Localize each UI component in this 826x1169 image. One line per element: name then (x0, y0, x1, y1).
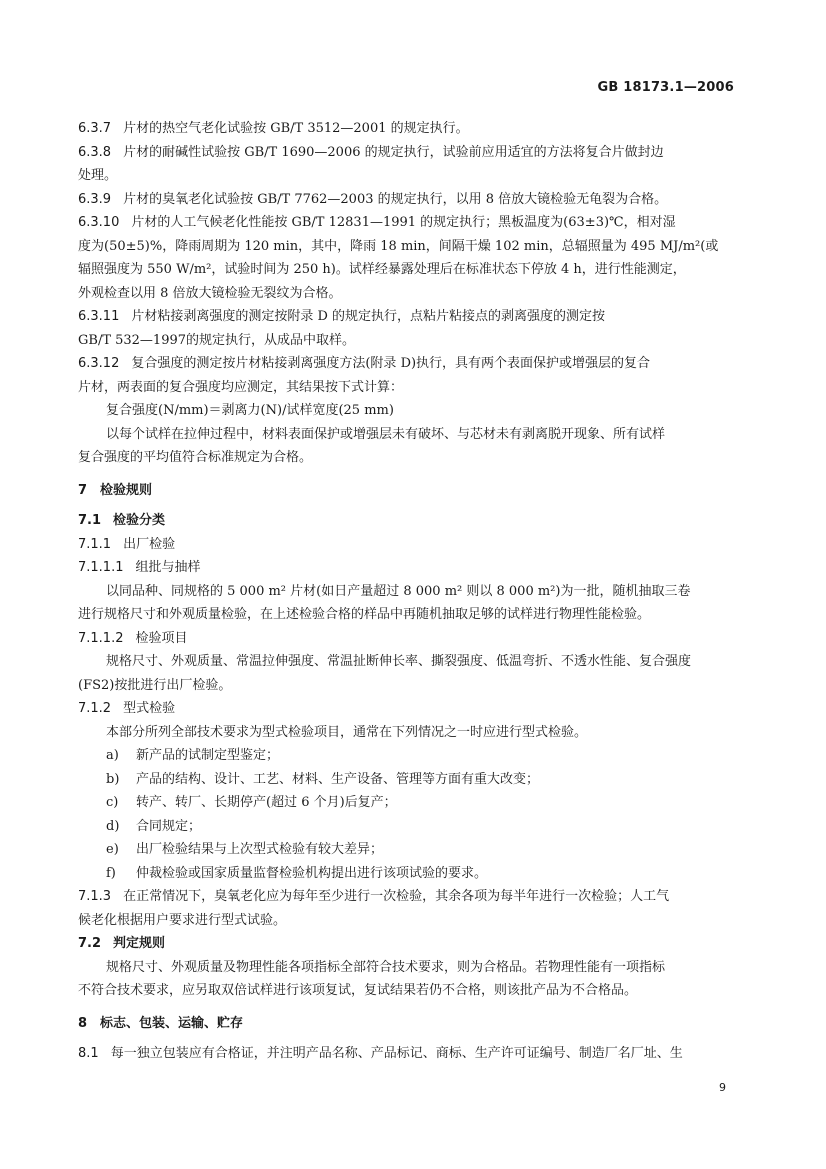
clause-number: 7.1.3 (78, 889, 112, 904)
clause-title: 检验项目 (135, 630, 188, 646)
clause-6-3-7 (78, 117, 734, 141)
subclause-7-1-1-1 (78, 556, 734, 580)
clause-title: 组批与抽样 (135, 560, 201, 575)
clause-title: 型式检验 (123, 701, 176, 716)
subclause-7-1-1 (78, 533, 734, 557)
subclause-7-1-1-2 (78, 627, 734, 651)
clause-text-line: 外观检查以用 8 倍放大镜检验无裂纹为合格。 (78, 285, 342, 301)
clause-number: 6.3.7 (78, 121, 112, 136)
clause-number: 6.3.12 (78, 356, 120, 371)
list-item (78, 768, 734, 792)
clause-text: 每一独立包装应有合格证，并注明产品名称、产品标记、商标、生产许可证编号、制造厂名厂址、生 (110, 1046, 683, 1061)
clause-number: 7.1.2 (78, 701, 112, 716)
document-body (78, 117, 734, 1066)
clause-text-line: 片材粘接剥离强度的测定按附录 D 的规定执行，点粘片粘接点的剥离强度的测定按 (131, 309, 606, 324)
subclause-7-1-2 (78, 697, 734, 721)
paragraph-line: 进行规格尺寸和外观质量检验，在上述检验合格的样品中再随机抽取足够的试样进行物理性能检验。 (78, 607, 651, 622)
list-marker: d) (106, 818, 120, 834)
clause-text-line: 片材，两表面的复合强度均应测定，其结果按下式计算： (78, 379, 404, 395)
standard-number: GB 18173.1—2006 (597, 80, 734, 95)
list-item-text: 仲裁检验或国家质量监督检验机构提出进行该项试验的要求。 (136, 865, 488, 881)
clause-text-line: 在正常情况下，臭氧老化应为每年至少进行一次检验，其余各项为每半年进行一次检验；人工气 (123, 889, 670, 904)
section-heading-8: 8 标志、包装、运输、贮存 (78, 1015, 244, 1031)
clause-text-line: 片材的人工气候老化性能按 GB/T 12831—1991 的规定执行；黑板温度为(63±3)℃，相对湿 (131, 215, 676, 230)
clause-text-line: 候老化根据用户要求进行型式试验。 (78, 912, 287, 928)
clause-title: 出厂检验 (123, 536, 176, 552)
clause-text-line: 片材的耐碱性试验按 GB/T 1690—2006 的规定执行，试验前应用适宜的方法将复合片做封边 (123, 144, 664, 160)
clause-number: 8.1 (78, 1046, 99, 1061)
formula: 复合强度(N/mm)＝剥离力(N)/试样宽度(25 mm) (106, 403, 394, 418)
clause-number: 6.3.10 (78, 215, 120, 230)
list-item-text: 出厂检验结果与上次型式检验有较大差异； (136, 842, 384, 857)
paragraph-line: 以同品种、同规格的 5 000 m² 片材(如日产量超过 8 000 m² 则以 8 000 m²)为一批，随机抽取三卷 (106, 583, 691, 599)
clause-title: 判定规则 (113, 936, 166, 951)
list-marker: e) (106, 842, 119, 857)
list-marker: b) (106, 771, 120, 787)
clause-6-3-9 (78, 188, 734, 212)
subclause-8-1 (78, 1042, 734, 1066)
condition-list (78, 744, 734, 885)
list-item-text: 合同规定； (136, 818, 202, 834)
list-item (78, 862, 734, 886)
clause-number: 7.1.1.2 (78, 630, 124, 646)
clause-text: 片材的臭氧老化试验按 GB/T 7762—2003 的规定执行，以用 8 倍放大镜检验无龟裂为合格。 (123, 191, 668, 207)
page-number: 9 (719, 1081, 726, 1094)
paragraph-line: 规格尺寸、外观质量、常温拉伸强度、常温扯断伸长率、撕裂强度、低温弯折、不透水性能、复合强度 (106, 654, 692, 669)
paragraph-line: 不符合技术要求，应另取双倍试样进行该项复试，复试结果若仍不合格，则该批产品为不合格品。 (78, 983, 638, 998)
section-heading-7: 7 检验规则 (78, 482, 153, 498)
clause-number: 7.2 (78, 936, 102, 951)
list-item (78, 815, 734, 839)
paragraph-line: 规格尺寸、外观质量及物理性能各项指标全部符合技术要求，则为合格品。若物理性能有一项指标 (106, 959, 666, 975)
list-item (78, 791, 734, 815)
clause-text-line: 度为(50±5)%，降雨周期为 120 min，其中，降雨 18 min，间隔干燥 102 min，总辐照量为 495 MJ/m²(或 (78, 238, 719, 254)
clause-number: 6.3.9 (78, 191, 112, 207)
clause-6-3-10 (78, 211, 734, 305)
clause-note-line: 复合强度的平均值符合标准规定为合格。 (78, 450, 313, 465)
subclause-7-1 (78, 509, 734, 533)
subclause-7-1-3 (78, 885, 734, 932)
list-marker: f) (106, 865, 116, 881)
paragraph-line: 本部分所列全部技术要求为型式检验项目，通常在下列情况之一时应进行型式检验。 (106, 724, 588, 740)
clause-text-line: 复合强度的测定按片材粘接剥离强度方法(附录 D)执行，具有两个表面保护或增强层的复合 (131, 356, 651, 371)
list-item (78, 744, 734, 768)
clause-6-3-11 (78, 305, 734, 352)
clause-number: 6.3.11 (78, 309, 120, 324)
list-item-text: 转产、转厂、长期停产(超过 6 个月)后复产； (136, 795, 397, 810)
clause-number: 7.1 (78, 513, 102, 528)
list-item-text: 产品的结构、设计、工艺、材料、生产设备、管理等方面有重大改变； (136, 771, 540, 787)
clause-number: 7.1.1 (78, 536, 112, 552)
clause-text: 片材的热空气老化试验按 GB/T 3512—2001 的规定执行。 (123, 121, 469, 136)
clause-title: 检验分类 (113, 513, 166, 528)
clause-text-line: 处理。 (78, 168, 118, 183)
clause-6-3-12 (78, 352, 734, 470)
clause-text-line: GB/T 532—1997的规定执行，从成品中取样。 (78, 332, 356, 348)
subclause-7-2 (78, 932, 734, 956)
list-item (78, 838, 734, 862)
list-marker: a) (106, 748, 119, 763)
clause-number: 6.3.8 (78, 144, 112, 160)
clause-text-line: 辐照强度为 550 W/m²，试验时间为 250 h)。试样经暴露处理后在标准状态下停放 4 h，进行性能测定， (78, 262, 686, 277)
list-marker: c) (106, 795, 119, 810)
list-item-text: 新产品的试制定型鉴定； (136, 748, 280, 763)
clause-note-line: 以每个试样在拉伸过程中，材料表面保护或增强层未有破坏、与芯材未有剥离脱开现象、所有试样 (106, 426, 666, 442)
clause-number: 7.1.1.1 (78, 560, 124, 575)
clause-6-3-8 (78, 141, 734, 188)
paragraph-line: (FS2)按批进行出厂检验。 (78, 677, 232, 693)
